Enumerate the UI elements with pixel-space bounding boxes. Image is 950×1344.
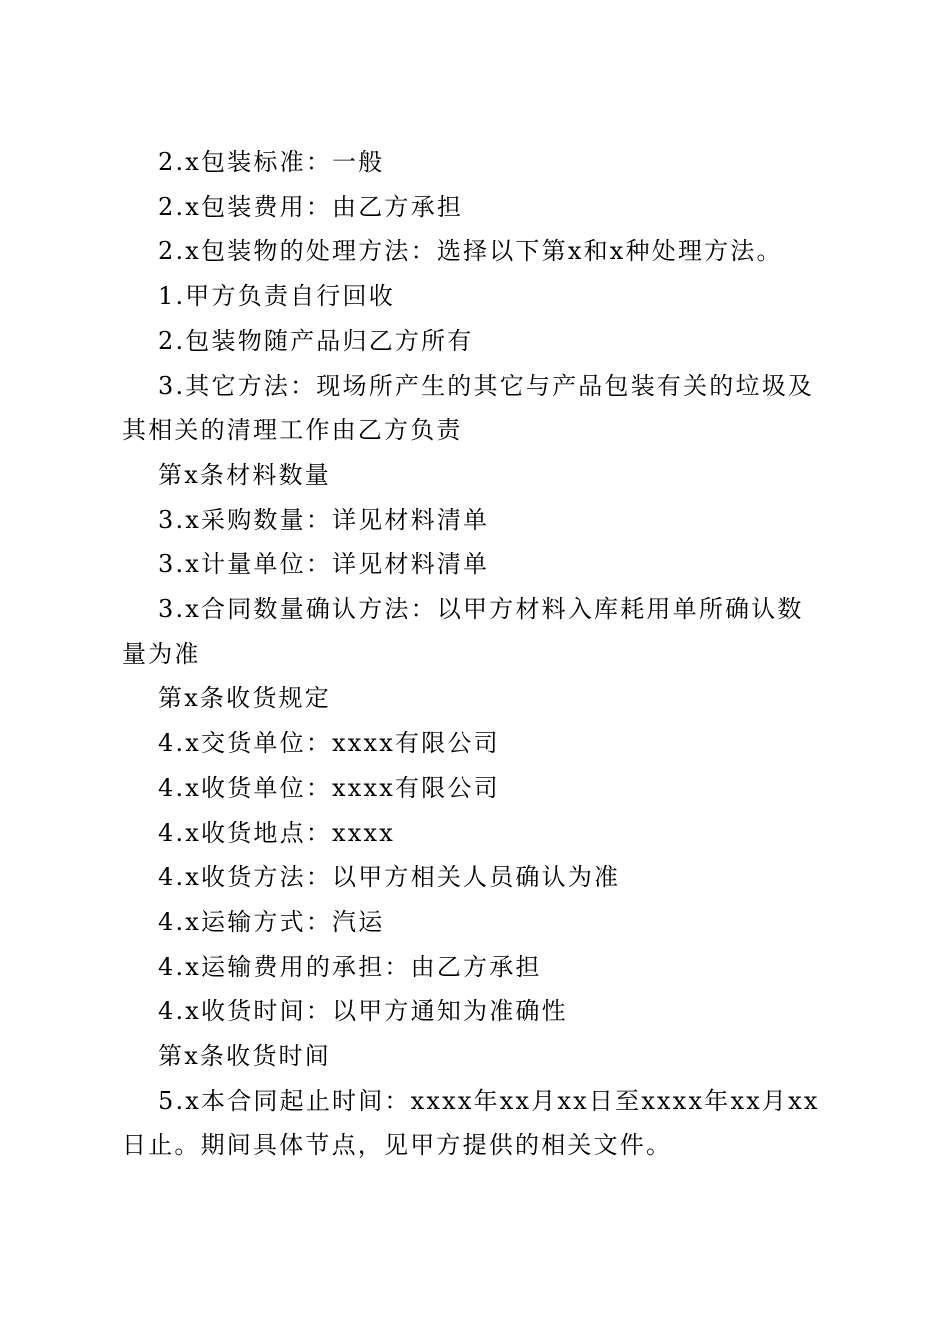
document-body [122,140,827,1168]
packaging-disposal-paragraph: 2.x包装物的处理方法：选择以下第x和x种处理方法。 [158,237,783,266]
transport-cost-paragraph: 4.x运输费用的承担：由乙方承担 [158,952,542,981]
transport-mode-paragraph: 4.x运输方式：汽运 [158,907,385,936]
disposal-option-3: 3.其它方法：现场所产生的其它与产品包装有关的垃圾及其相关的清理工作由乙方负责 [122,371,815,445]
quantity-confirmation-paragraph: 3.x合同数量确认方法：以甲方材料入库耗用单所确认数量为准 [122,595,804,668]
contract-period-paragraph: 5.x本合同起止时间：xxxx年xx月xx日至xxxx年xx月xx日止。期间具体节点，见甲方提供的相关文件。 [122,1086,820,1160]
receiving-location-paragraph: 4.x收货地点：xxxx [158,818,395,847]
receiving-unit-paragraph: 4.x收货单位：xxxx有限公司 [158,773,500,802]
article-receiving-rules-heading: 第x条收货规定 [158,684,331,713]
article-receiving-time-heading: 第x条收货时间 [158,1042,331,1071]
disposal-option-1: 1.甲方负责自行回收 [158,282,395,311]
article-material-quantity-heading: 第x条材料数量 [158,460,331,489]
purchase-quantity-paragraph: 3.x采购数量：详见材料清单 [158,505,490,534]
delivery-unit-paragraph: 4.x交货单位：xxxx有限公司 [158,729,500,758]
packaging-cost-paragraph: 2.x包装费用：由乙方承担 [158,192,464,221]
unit-of-measure-paragraph: 3.x计量单位：详见材料清单 [158,550,490,579]
receiving-method-paragraph: 4.x收货方法：以甲方相关人员确认为准 [158,863,621,892]
receiving-time-paragraph: 4.x收货时间：以甲方通知为准确性 [158,997,568,1026]
disposal-option-2: 2.包装物随产品归乙方所有 [158,326,474,355]
packaging-standard-paragraph: 2.x包装标准：一般 [158,148,385,176]
